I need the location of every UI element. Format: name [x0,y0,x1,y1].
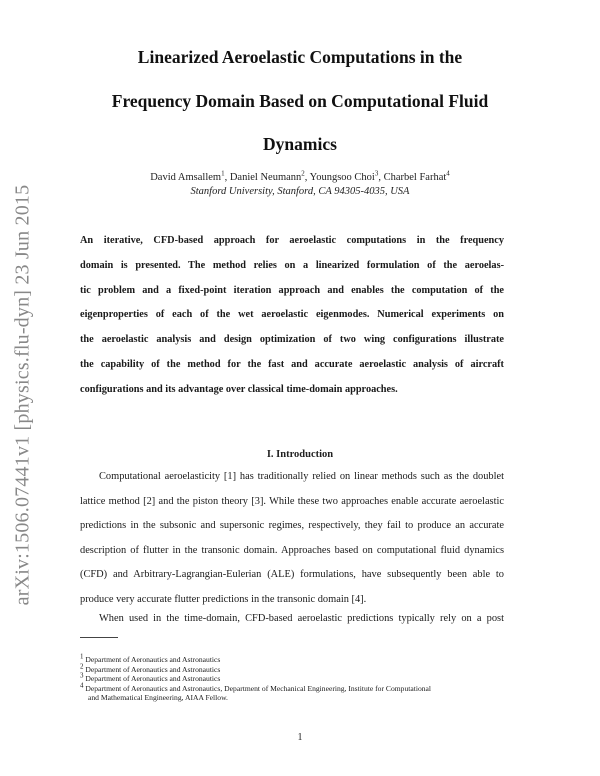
author-affiliation-mark: 2 [301,169,305,178]
author-affiliation-mark: 3 [374,169,379,178]
footnote [80,671,505,684]
footnote-number: 3 [80,671,84,680]
author-name: Charbel Farhat [383,172,447,183]
intro-paragraph-1 [80,465,504,613]
paragraph-line: description of flutter in the transonic domain. Approaches based on computational fluid dynamics [80,544,504,556]
paragraph-line: (CFD) and Arbitrary-Lagrangian-Eulerian (ALE) formulations, have subsequently been able to [80,569,504,581]
arxiv-sidebar [6,0,40,776]
footnote [80,681,505,694]
author-list: David Amsallem$^1$, Daniel Neumann$^2$, Youngsoo Choi$^3$, Charbel Farhat$^4$ [150,169,450,183]
author-affiliation-mark: 1 [221,169,225,178]
footnote-divider [80,637,118,638]
paragraph-line: lattice method [2] and the piston theory [3]. While these two approaches enable accurate aeroelastic [80,495,504,507]
abstract-line: An iterative, CFD-based approach for aeroelastic computations in the frequency [80,235,504,246]
paragraph-line: predictions in the subsonic and supersonic regimes, respectively, they fail to produce an accurate [80,520,504,532]
abstract-line: tic problem and a fixed-point iteration approach and enables the computation of the [80,284,504,296]
footnote-number: 4 [80,681,84,690]
footnote-text: Department of Aeronautics and Astronautics [85,664,221,674]
section-heading-introduction: I. Introduction [266,449,334,460]
abstract-line: the capability of the method for the fast and accurate aeroelastic analysis of aircraft [80,358,504,370]
affiliation: Stanford University, Stanford, CA 94305-4035, USA [190,186,410,197]
footnote-text: Department of Aeronautics and Astronautics [85,655,221,664]
paragraph-line: Computational aeroelasticity [1] has traditionally relied on linear methods such as the doublet [99,471,504,482]
arxiv-stamp: arXiv:1506.07441v1 [physics.flu-dyn] 23 Jun 2015 [11,184,34,606]
abstract [80,229,504,403]
footnotes [80,652,505,703]
paragraph-line: When used in the time-domain, CFD-based aeroelastic predictions typically rely on a post [99,613,504,624]
footnote-number: 1 [80,652,84,661]
footnote-continuation: and Mathematical Engineering, AIAA Fellow. [88,693,228,703]
page-number: 1 [297,732,303,743]
paragraph-line: produce very accurate flutter predictions in the transonic domain [4]. [80,593,367,605]
paper-title-line-1: Linearized Aeroelastic Computations in the [137,47,463,67]
author-affiliation-mark: 4 [446,169,450,178]
author-name: Daniel Neumann [229,172,302,183]
footnote-number: 2 [80,662,84,671]
footnote [80,662,505,675]
footnote [80,652,505,665]
author-name: Youngsoo Choi [309,172,375,183]
abstract-line: domain is presented. The method relies on a linearized formulation of the aeroelas- [80,259,504,271]
author-name: David Amsallem [150,172,222,183]
abstract-line: eigenproperties of each of the wet aeroelastic eigenmodes. Numerical experiments on [80,309,504,321]
footnote-text: Department of Aeronautics and Astronautics [85,674,221,684]
abstract-line: the aeroelastic analysis and design optimization of two wing configurations illustrate [80,334,504,346]
paper-title-line-3: Dynamics [263,134,337,154]
footnote-text: Department of Aeronautics and Astronautics, Department of Mechanical Engineering, Institute for Computational [85,683,432,693]
intro-paragraph-2 [80,607,504,632]
paper-title-line-2: Frequency Domain Based on Computational Fluid [111,91,489,111]
abstract-line: configurations and its advantage over classical time-domain approaches. [80,383,398,395]
